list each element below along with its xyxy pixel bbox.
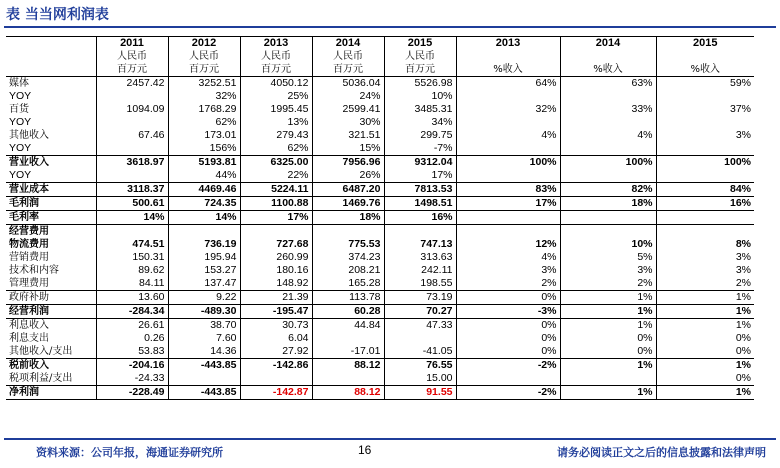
row-label: 百货 [9,104,29,115]
header-corner [6,37,96,51]
value-cell [96,90,168,103]
pct-cell: 0% [560,332,656,345]
pct-cell: 1% [560,359,656,373]
value-cell: 84.11 [96,277,168,291]
value-cell [312,332,384,345]
value-cell: 15% [312,142,384,156]
value-cell [240,225,312,239]
pct-cell: 3% [656,264,754,277]
table-row [6,319,754,333]
pct-label: %收入 [560,63,656,77]
table-row [6,211,754,225]
pct-cell: 2% [560,277,656,291]
unit-label: 人民币 [312,50,384,63]
value-cell: 15.00 [384,372,456,386]
pct-cell: 3% [656,129,754,142]
pct-year-2014: 2014 [560,37,656,51]
value-cell: 18% [312,211,384,225]
value-cell: 6.04 [240,332,312,345]
pct-cell: 1% [656,291,754,305]
value-cell: -195.47 [240,305,312,319]
pct-cell: 63% [560,77,656,91]
value-cell: 0.26 [96,332,168,345]
pct-year-2013: 2013 [456,37,560,51]
value-cell: 26.61 [96,319,168,333]
value-cell: 7813.53 [384,183,456,197]
pct-cell [456,116,560,129]
row-label: 营业成本 [6,183,96,197]
value-cell [96,116,168,129]
value-cell: 321.51 [312,129,384,142]
table-row [6,359,754,373]
value-cell: -284.34 [96,305,168,319]
table-row [6,142,754,156]
value-cell: -7% [384,142,456,156]
year-2012: 2012 [168,37,240,51]
unit-label: 百万元 [168,63,240,77]
row-label: 毛利润 [6,197,96,211]
value-cell: 16% [384,211,456,225]
table-row [6,90,754,103]
footer-divider [4,438,776,440]
pct-cell [560,372,656,386]
table-row [6,251,754,264]
pct-cell: 32% [456,103,560,116]
value-cell: 76.55 [384,359,456,373]
unit-label: 人民币 [96,50,168,63]
year-2011: 2011 [96,37,168,51]
pct-label: %收入 [456,63,560,77]
table-row [6,225,754,239]
value-cell: 13.60 [96,291,168,305]
pct-cell: 0% [656,332,754,345]
value-cell: 10% [384,90,456,103]
page-title: 表 当当网利润表 [6,7,109,23]
pct-cell: -2% [456,359,560,373]
pct-cell [656,116,754,129]
value-cell: 67.46 [96,129,168,142]
pct-cell [456,211,560,225]
pct-cell: -2% [456,386,560,400]
pct-cell: 17% [456,197,560,211]
pct-cell [656,211,754,225]
pct-cell [456,90,560,103]
value-cell: 137.47 [168,277,240,291]
pct-cell [560,90,656,103]
table-row [6,129,754,142]
value-cell: 4050.12 [240,77,312,91]
row-label: 经营费用 [9,226,49,237]
pct-cell: 1% [656,305,754,319]
pct-cell: 1% [656,359,754,373]
value-cell: 148.92 [240,277,312,291]
pct-cell: 4% [456,251,560,264]
value-cell: 34% [384,116,456,129]
value-cell [384,332,456,345]
value-cell [96,169,168,183]
value-cell: 21.39 [240,291,312,305]
pct-cell: 84% [656,183,754,197]
value-cell: 2457.42 [96,77,168,91]
value-cell: 724.35 [168,197,240,211]
row-label: 利息支出 [9,333,49,344]
row-label: 技术和内容 [9,265,59,276]
pct-cell [656,169,754,183]
value-cell [168,372,240,386]
pct-label: %收入 [656,63,754,77]
value-cell: 1768.29 [168,103,240,116]
row-label: YOY [9,116,32,128]
value-cell: 3252.51 [168,77,240,91]
value-cell: 26% [312,169,384,183]
table-row [6,197,754,211]
value-cell: 73.19 [384,291,456,305]
pct-cell: 3% [456,264,560,277]
pct-year-2015: 2015 [656,37,754,51]
pct-cell: 1% [560,319,656,333]
value-cell: 5193.81 [168,156,240,170]
value-cell: 24% [312,90,384,103]
pct-cell: 0% [456,332,560,345]
year-2013: 2013 [240,37,312,51]
value-cell: 13% [240,116,312,129]
value-cell: 14% [96,211,168,225]
pct-cell: 18% [560,197,656,211]
pct-cell [456,372,560,386]
value-cell: 89.62 [96,264,168,277]
row-label: 媒体 [9,78,29,89]
value-cell: 474.51 [96,238,168,251]
disclaimer-note: 请务必阅读正文之后的信息披露和法律声明 [557,446,766,459]
value-cell: 165.28 [312,277,384,291]
row-label: YOY [6,169,96,183]
pct-cell: 0% [456,345,560,359]
value-cell [240,372,312,386]
value-cell: 27.92 [240,345,312,359]
value-cell: 180.16 [240,264,312,277]
value-cell: 14.36 [168,345,240,359]
pct-cell: 37% [656,103,754,116]
value-cell: 727.68 [240,238,312,251]
value-cell: 38.70 [168,319,240,333]
table-row [6,103,754,116]
value-cell: 17% [384,169,456,183]
pct-cell: -3% [456,305,560,319]
year-2014: 2014 [312,37,384,51]
row-label: 营业收入 [9,157,49,168]
value-cell: 150.31 [96,251,168,264]
table-row [6,305,754,319]
table-row [6,386,754,400]
value-cell: 374.23 [312,251,384,264]
row-label: 净利润 [6,386,96,400]
value-cell: -443.85 [168,359,240,373]
value-cell: 3118.37 [96,183,168,197]
value-cell: 62% [168,116,240,129]
value-cell: 4469.46 [168,183,240,197]
value-cell [96,142,168,156]
value-cell: 1469.76 [312,197,384,211]
row-label: 税前收入 [9,360,49,371]
pct-cell: 0% [456,291,560,305]
value-cell: 6487.20 [312,183,384,197]
pct-cell: 0% [656,345,754,359]
value-cell: 313.63 [384,251,456,264]
value-cell: -489.30 [168,305,240,319]
value-cell: 7956.96 [312,156,384,170]
table-row [6,277,754,291]
value-cell: 44% [168,169,240,183]
value-cell: 3618.97 [96,156,168,170]
value-cell: 775.53 [312,238,384,251]
table-row [6,156,754,170]
value-cell: 30.73 [240,319,312,333]
value-cell: 14% [168,211,240,225]
header-year-row [6,37,754,51]
value-cell: 500.61 [96,197,168,211]
pct-cell: 4% [560,129,656,142]
pct-cell: 3% [560,264,656,277]
value-cell: 7.60 [168,332,240,345]
value-cell: 91.55 [384,386,456,400]
value-cell: 242.11 [384,264,456,277]
pct-cell: 2% [456,277,560,291]
pct-cell: 83% [456,183,560,197]
pct-cell: 82% [560,183,656,197]
value-cell: 6325.00 [240,156,312,170]
table-row [6,77,754,91]
pct-cell [656,142,754,156]
pct-cell [560,211,656,225]
value-cell: 1498.51 [384,197,456,211]
value-cell: 32% [168,90,240,103]
value-cell: 279.43 [240,129,312,142]
value-cell: -24.33 [96,372,168,386]
pct-cell [456,169,560,183]
row-label: 税项利益/支出 [6,372,96,386]
pct-cell: 12% [456,238,560,251]
row-label: 其他收入/支出 [6,345,96,359]
value-cell [96,225,168,239]
pct-cell: 1% [656,319,754,333]
value-cell: 173.01 [168,129,240,142]
value-cell: 1094.09 [96,103,168,116]
value-cell: -142.87 [240,386,312,400]
value-cell: -228.49 [96,386,168,400]
value-cell: 25% [240,90,312,103]
table-row [6,264,754,277]
unit-label: 百万元 [312,63,384,77]
table-row [6,332,754,345]
value-cell: 62% [240,142,312,156]
pct-cell [656,90,754,103]
value-cell: 47.33 [384,319,456,333]
value-cell: -443.85 [168,386,240,400]
value-cell: 747.13 [384,238,456,251]
value-cell: 9312.04 [384,156,456,170]
unit-label: 人民币 [384,50,456,63]
row-label: 营销费用 [9,252,49,263]
unit-label: 人民币 [168,50,240,63]
value-cell: -142.86 [240,359,312,373]
value-cell: 88.12 [312,359,384,373]
table-row [6,116,754,129]
table-row [6,238,754,251]
pct-cell: 3% [656,251,754,264]
value-cell: 153.27 [168,264,240,277]
value-cell: 88.12 [312,386,384,400]
pct-cell: 16% [656,197,754,211]
unit-label: 人民币 [240,50,312,63]
pct-cell: 1% [656,386,754,400]
row-label: 政府补助 [6,291,96,305]
table-row [6,372,754,386]
value-cell: 195.94 [168,251,240,264]
page-number: 16 [358,443,372,457]
pct-cell: 59% [656,77,754,91]
source-note: 资料来源：公司年报，海通证券研究所 [36,446,223,459]
pct-cell: 10% [560,238,656,251]
value-cell: 30% [312,116,384,129]
pct-cell: 2% [656,277,754,291]
value-cell [384,225,456,239]
unit-label: 百万元 [384,63,456,77]
value-cell [168,225,240,239]
value-cell: 2599.41 [312,103,384,116]
pct-cell: 100% [656,156,754,170]
pct-cell: 1% [560,291,656,305]
pct-cell: 0% [656,372,754,386]
unit-label: 百万元 [240,63,312,77]
value-cell: 736.19 [168,238,240,251]
table-row [6,183,754,197]
row-label: 利息收入 [9,320,49,331]
value-cell: -41.05 [384,345,456,359]
table-row [6,345,754,359]
value-cell: -17.01 [312,345,384,359]
pct-cell: 100% [456,156,560,170]
value-cell: 9.22 [168,291,240,305]
value-cell: 198.55 [384,277,456,291]
row-label: 其他收入 [9,130,49,141]
value-cell: 260.99 [240,251,312,264]
value-cell: 156% [168,142,240,156]
header-unit-row-2 [6,63,754,77]
value-cell: 44.84 [312,319,384,333]
value-cell: 22% [240,169,312,183]
value-cell: 113.78 [312,291,384,305]
row-label: YOY [9,90,32,102]
value-cell: 208.21 [312,264,384,277]
row-label: YOY [6,142,96,156]
row-label: 管理费用 [6,277,96,291]
pct-cell: 1% [560,386,656,400]
pct-cell [560,142,656,156]
value-cell: -204.16 [96,359,168,373]
pct-cell: 100% [560,156,656,170]
pct-cell: 8% [656,238,754,251]
year-2015: 2015 [384,37,456,51]
table-row [6,169,754,183]
value-cell: 5224.11 [240,183,312,197]
income-statement-table [6,36,754,400]
title-divider [4,26,776,28]
value-cell: 17% [240,211,312,225]
pct-cell [560,169,656,183]
value-cell: 3485.31 [384,103,456,116]
pct-cell [560,116,656,129]
table-row [6,291,754,305]
value-cell [312,372,384,386]
pct-cell [456,225,560,239]
pct-cell [656,225,754,239]
row-label: 毛利率 [6,211,96,225]
value-cell: 299.75 [384,129,456,142]
row-label: 经营利润 [6,305,96,319]
unit-label: 百万元 [96,63,168,77]
value-cell: 53.83 [96,345,168,359]
pct-cell [456,142,560,156]
pct-cell: 0% [456,319,560,333]
value-cell: 1100.88 [240,197,312,211]
pct-cell: 64% [456,77,560,91]
pct-cell: 0% [560,345,656,359]
header-unit-row-1 [6,50,754,63]
pct-cell [560,225,656,239]
pct-cell: 5% [560,251,656,264]
pct-cell: 33% [560,103,656,116]
value-cell: 60.28 [312,305,384,319]
value-cell: 5526.98 [384,77,456,91]
pct-cell: 4% [456,129,560,142]
row-label: 物流费用 [9,239,49,250]
value-cell: 5036.04 [312,77,384,91]
value-cell [312,225,384,239]
pct-cell: 1% [560,305,656,319]
value-cell: 70.27 [384,305,456,319]
value-cell: 1995.45 [240,103,312,116]
